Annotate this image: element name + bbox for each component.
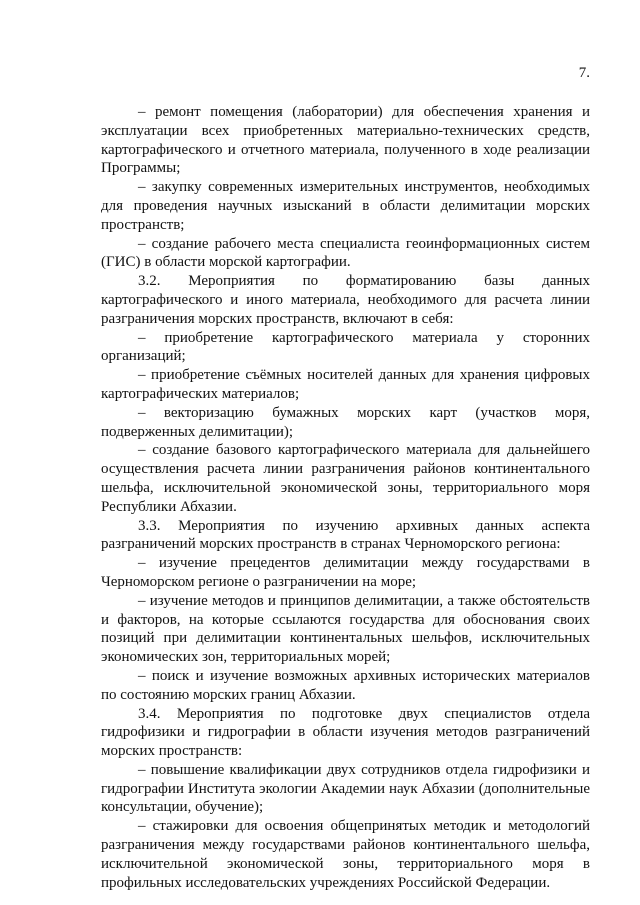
paragraph: – повышение квалификации двух сотрудников отдела гидрофизики и гидрографии Института экологии Академии наук Абхазии (дополнительные консультации, обучение); [101,761,590,816]
paragraph: 3.3. Мероприятия по изучению архивных данных аспекта разграничений морских пространств в странах Черноморского региона: [101,517,590,553]
paragraph: – ремонт помещения (лаборатории) для обеспечения хранения и эксплуатации всех приобретенных материально-технических средств, картографического и отчетного материала, полученного в ходе реализации Программы; [101,104,590,177]
paragraph: – изучение методов и принципов делимитации, а также обстоятельств и факторов, на которые ссылаются государства для обоснования своих позиций при делимитации континентальных шельфов, исключительных экономических зон, территориальных морей; [101,592,590,666]
paragraph: – векторизацию бумажных морских карт (участков моря, подверженных делимитации); [101,404,590,440]
body-text [101,103,590,892]
paragraph: – создание базового картографического материала для дальнейшего осуществления расчета линии разграничения районов континентального шельфа, исключительной экономической зоны, территориального моря Республики Абхазии. [101,442,590,515]
paragraph: – изучение прецедентов делимитации между государствами в Черноморском регионе о разграничении на море; [101,555,590,590]
paragraph: 3.4. Мероприятия по подготовке двух специалистов отдела гидрофизики и гидрографии в области изучения методов разграничений морских пространств: [101,705,590,760]
paragraph: – создание рабочего места специалиста геоинформационных систем (ГИС) в области морской картографии. [101,235,590,271]
page-number: 7. [578,65,590,81]
paragraph: – закупку современных измерительных инструментов, необходимых для проведения научных изысканий в области делимитации морских пространств; [101,179,590,233]
paragraph: – стажировки для освоения общепринятых методик и методологий разграничения между государствами районов континентального шельфа, исключительной экономической зоны, территориального моря в профильных исследовательских учреждениях Российской Федерации. [101,818,590,891]
paragraph: – приобретение картографического материала у сторонних организаций; [101,329,590,365]
paragraph: – поиск и изучение возможных архивных исторических материалов по состоянию морских границ Абхазии. [101,667,590,703]
paragraph: – приобретение съёмных носителей данных для хранения цифровых картографических материалов; [101,367,590,402]
paragraph: 3.2. Мероприятия по форматированию базы данных картографического и иного материала, необходимого для расчета линии разграничения морских пространств, включают в себя: [101,273,590,327]
